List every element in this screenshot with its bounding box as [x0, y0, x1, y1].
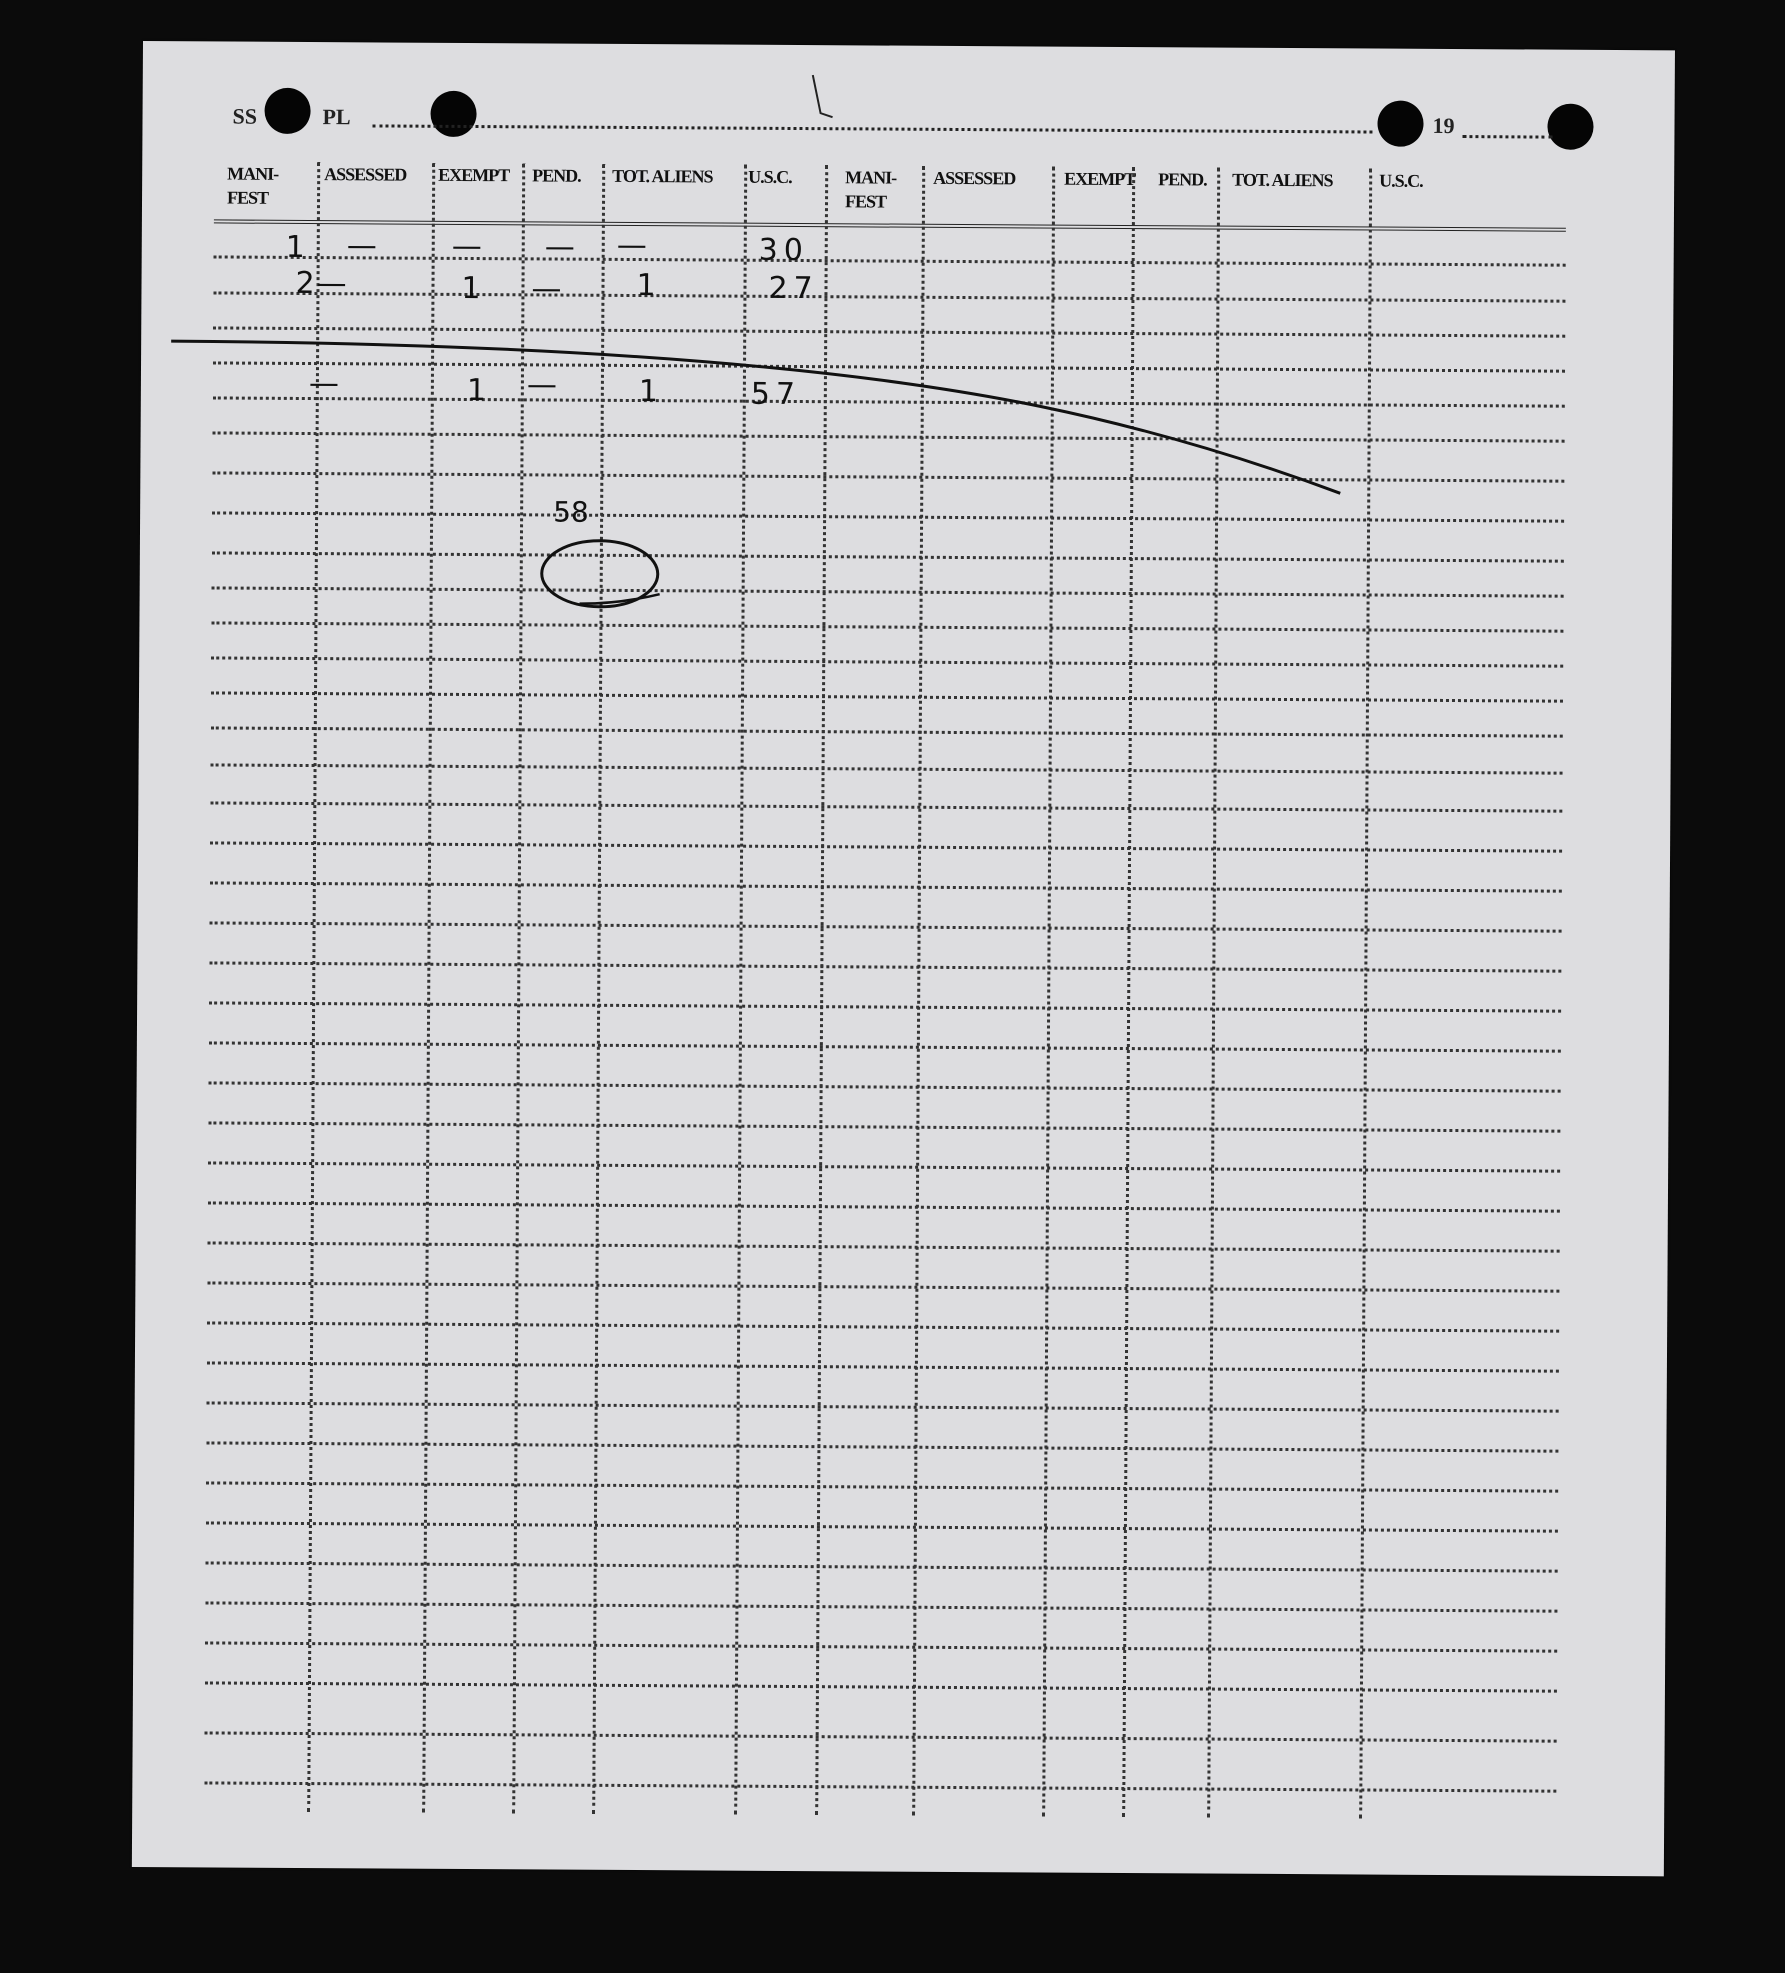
header-pend-right: PEND. — [1158, 169, 1207, 190]
row2-assessed: — — [316, 266, 347, 302]
row2-exempt: 1 — [461, 270, 481, 307]
row1-pend: — — [544, 229, 575, 265]
row2-tot-aliens: 1 — [636, 268, 656, 304]
row1-tot-aliens: — — [616, 227, 647, 264]
total-pend: — — [526, 367, 558, 403]
ss-label: SS — [232, 103, 258, 129]
strike-through-stroke — [170, 341, 1341, 493]
header-exempt-right: EXEMPT — [1064, 168, 1136, 190]
manifest-tally-sheet — [132, 41, 1675, 1876]
header-exempt: EXEMPT — [438, 164, 510, 186]
header-assessed-right: ASSESSED — [933, 167, 1016, 189]
circled-total: 58 — [553, 495, 589, 529]
header-tot-aliens-right: TOT. ALIENS — [1232, 169, 1333, 191]
row1-assessed: — — [346, 228, 377, 264]
total-exempt: 1 — [466, 372, 487, 409]
pen-marks — [132, 41, 1675, 1876]
total-usc: 57 — [750, 376, 802, 413]
header-pend: PEND. — [532, 165, 581, 186]
header-usc-right: U.S.C. — [1379, 170, 1423, 191]
header-tot-aliens: TOT. ALIENS — [612, 165, 713, 187]
header-manifest: MANI- FEST — [226, 163, 279, 208]
row1-manifest: 1 — [285, 229, 305, 265]
top-pen-mark — [813, 75, 833, 117]
row2-manifest: 2 — [295, 265, 315, 302]
header-assessed: ASSESSED — [324, 164, 407, 185]
row1-usc: 30 — [758, 232, 810, 269]
row1-exempt: — — [451, 228, 482, 265]
year-label: 19 — [1432, 112, 1455, 139]
total-tot-aliens: 1 — [638, 374, 659, 410]
row2-usc: 27 — [768, 270, 819, 307]
pl-label: PL — [322, 104, 351, 130]
header-usc: U.S.C. — [748, 166, 792, 187]
total-assessed: — — [308, 366, 340, 402]
total-underline-stroke — [580, 594, 660, 604]
header-manifest-right: MANI- FEST — [844, 167, 897, 212]
row2-pend: — — [531, 271, 562, 307]
